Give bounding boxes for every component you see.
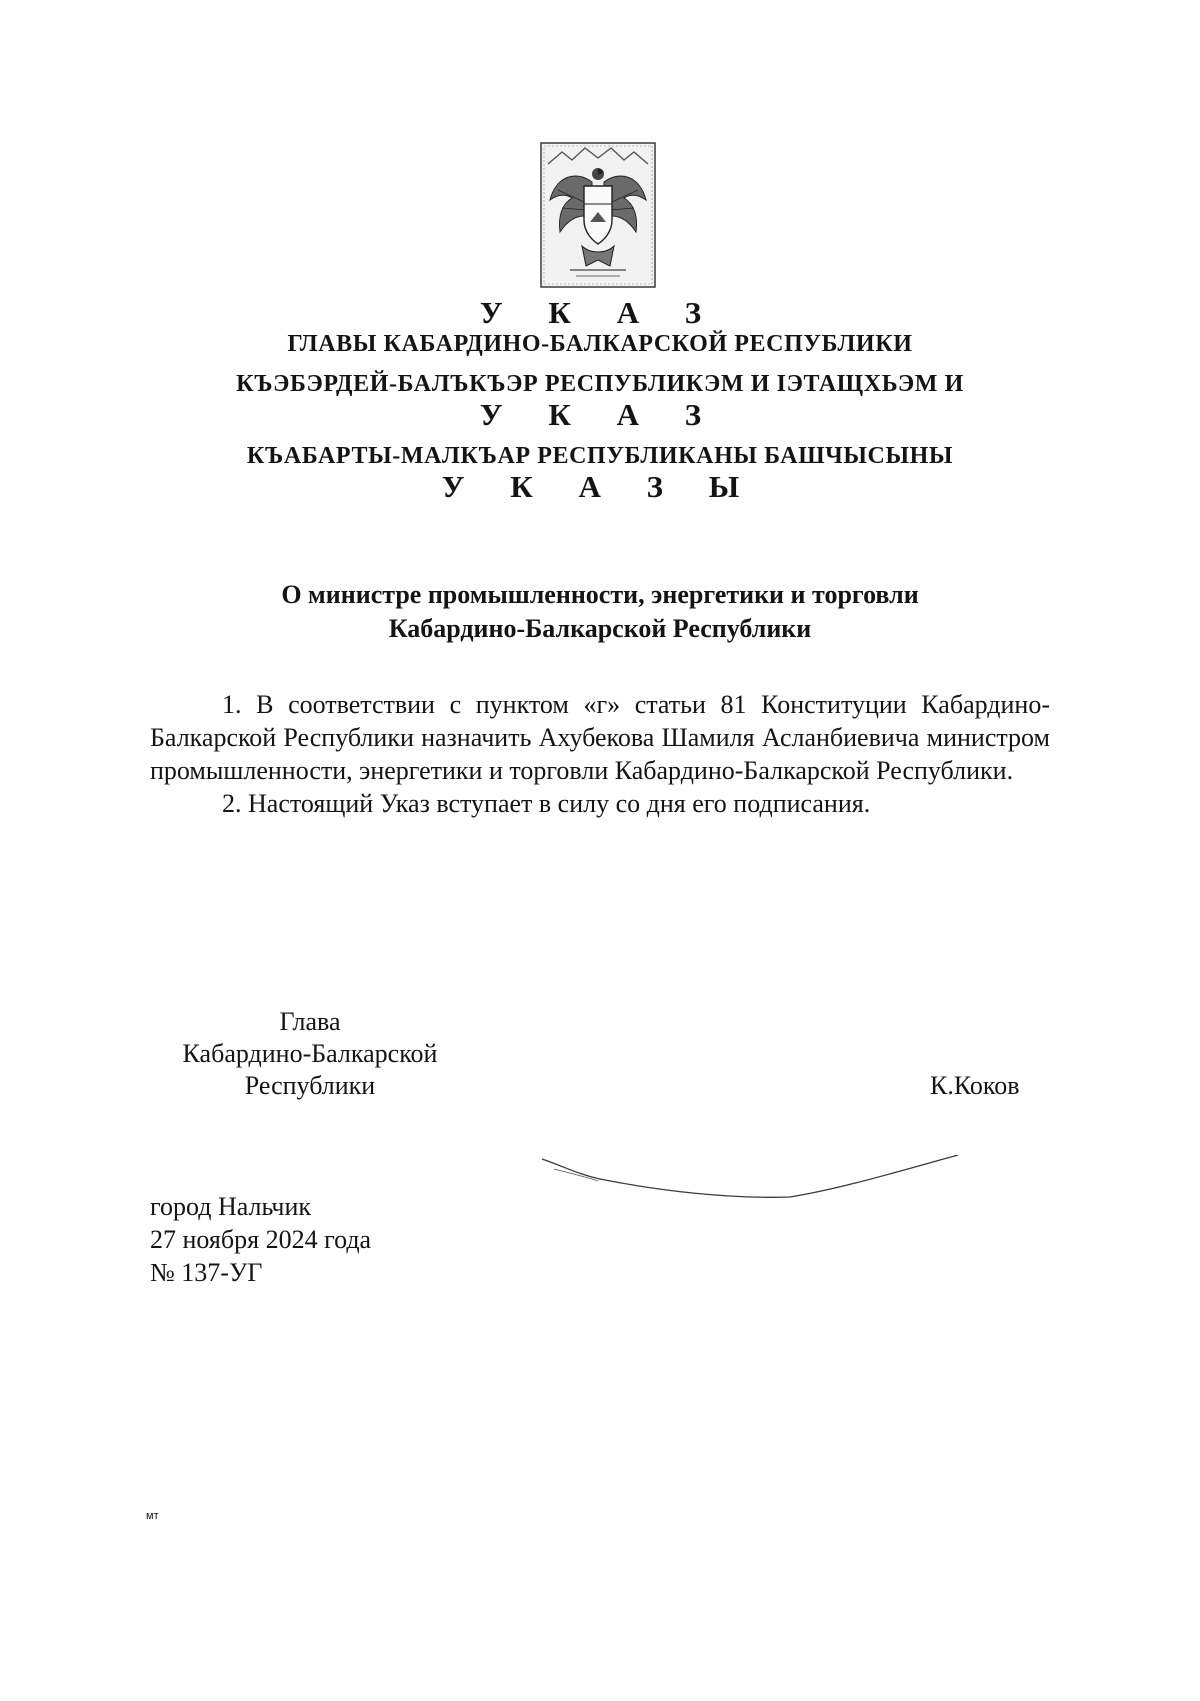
document-title-line-1: О министре промышленности, энергетики и торговли xyxy=(281,580,919,609)
signatory-name: К.Коков xyxy=(930,1071,1020,1100)
signatory-position xyxy=(150,1006,470,1102)
handwritten-signature-icon xyxy=(540,1155,960,1225)
document-footer xyxy=(150,1190,371,1289)
document-title-line-2: Кабардино-Балкарской Республики xyxy=(388,614,812,643)
header-ukaz-balkar: У К А З Ы xyxy=(441,469,759,504)
document-body xyxy=(150,688,1050,820)
executor-initials: мт xyxy=(146,1510,159,1522)
header-ukaz-kabardian: У К А З xyxy=(479,397,721,432)
signatory-position-line-2: Кабардино-Балкарской xyxy=(182,1039,438,1068)
footer-number: № 137-УГ xyxy=(150,1258,263,1287)
header-line-russian: ГЛАВЫ КАБАРДИНО-БАЛКАРСКОЙ РЕСПУБЛИКИ xyxy=(287,331,913,357)
body-paragraph-1: 1. В соответствии с пунктом «г» статьи 81 Конституции Кабардино-Балкарской Республики назначить Ахубекова Шамиля Асланбиевича министром промышленности, энергетики и торговли Кабардино-Балкарской Республики. xyxy=(150,690,1050,785)
header-ukaz-russian: У К А З xyxy=(479,295,721,330)
body-paragraph-2: 2. Настоящий Указ вступает в силу со дня его подписания. xyxy=(222,789,871,818)
header-line-balkar: КЪАБАРТЫ-МАЛКЪАР РЕСПУБЛИКАНЫ БАШЧЫСЫНЫ xyxy=(246,443,954,469)
footer-city: город Нальчик xyxy=(150,1192,312,1221)
signatory-position-line-1: Глава xyxy=(279,1007,341,1036)
coat-of-arms-icon xyxy=(540,142,656,288)
signatory-position-line-3: Республики xyxy=(244,1071,376,1100)
header-line-kabardian: КЪЭБЭРДЕЙ-БАЛЪКЪЭР РЕСПУБЛИКЭМ И ІЭТАЩХЬЭМ И xyxy=(236,371,964,397)
footer-date: 27 ноября 2024 года xyxy=(150,1225,372,1254)
